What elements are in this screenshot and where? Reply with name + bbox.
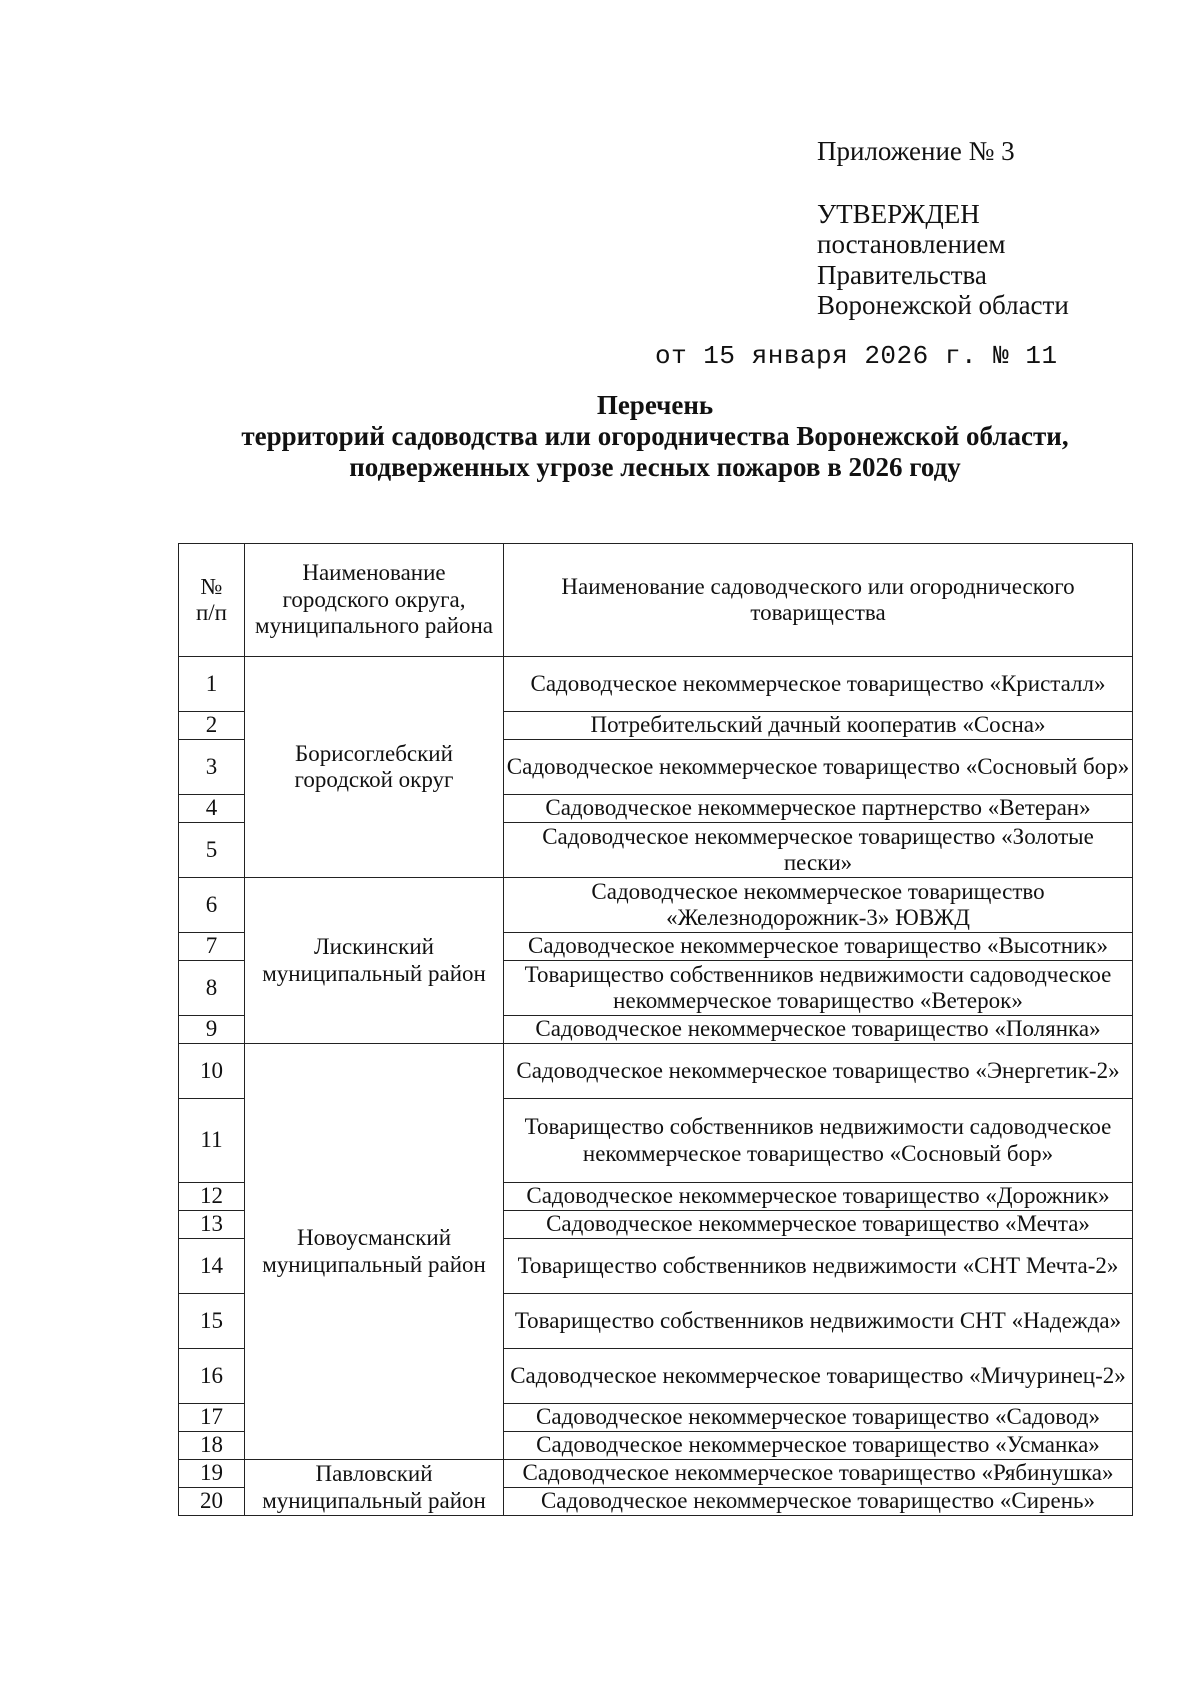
row-number: 4 xyxy=(179,795,245,823)
partnership-name: Садоводческое некоммерческое товарищество «Мечта» xyxy=(504,1211,1133,1239)
header-number: № п/п xyxy=(179,544,245,657)
document-heading xyxy=(180,390,1130,483)
row-number: 10 xyxy=(179,1044,245,1099)
partnership-name: Садоводческое некоммерческое партнерство «Ветеран» xyxy=(504,795,1133,823)
header-partnership-name: Наименование садоводческого или огороднического товарищества xyxy=(504,544,1133,657)
heading-line-1: Перечень xyxy=(596,390,714,420)
district-cell: Лискинский муниципальный район xyxy=(245,878,504,1044)
partnership-name: Садоводческое некоммерческое товарищество «Золотые пески» xyxy=(504,823,1133,878)
approval-block xyxy=(817,136,1069,320)
district-cell: Борисоглебский городской округ xyxy=(245,657,504,878)
heading-line-3: подверженных угрозе лесных пожаров в 2026 году xyxy=(349,452,961,483)
row-number: 16 xyxy=(179,1349,245,1404)
partnership-name: Садоводческое некоммерческое товарищество «Сосновый бор» xyxy=(504,740,1133,795)
row-number: 1 xyxy=(179,657,245,712)
partnership-name: Садоводческое некоммерческое товарищество «Железнодорожник-3» ЮВЖД xyxy=(504,878,1133,933)
partnership-name: Товарищество собственников недвижимости СНТ «Надежда» xyxy=(504,1294,1133,1349)
row-number: 9 xyxy=(179,1016,245,1044)
row-number: 17 xyxy=(179,1404,245,1432)
row-number: 14 xyxy=(179,1239,245,1294)
district-cell: Павловский муниципальный район xyxy=(245,1460,504,1516)
row-number: 13 xyxy=(179,1211,245,1239)
partnership-name: Садоводческое некоммерческое товарищество «Садовод» xyxy=(504,1404,1133,1432)
row-number: 15 xyxy=(179,1294,245,1349)
row-number: 18 xyxy=(179,1432,245,1460)
row-number: 8 xyxy=(179,961,245,1016)
row-number: 12 xyxy=(179,1183,245,1211)
partnership-name: Товарищество собственников недвижимости садоводческое некоммерческое товарищество «Ветерок» xyxy=(504,961,1133,1016)
row-number: 6 xyxy=(179,878,245,933)
partnership-name: Садоводческое некоммерческое товарищество «Мичуринец-2» xyxy=(504,1349,1133,1404)
partnership-name: Садоводческое некоммерческое товарищество «Полянка» xyxy=(504,1016,1133,1044)
row-number: 5 xyxy=(179,823,245,878)
territories-table xyxy=(178,543,1133,1516)
partnership-name: Садоводческое некоммерческое товарищество «Дорожник» xyxy=(504,1183,1133,1211)
resolution-date: от 15 января 2026 г. № 11 xyxy=(655,341,1058,371)
approved-label: УТВЕРЖДЕН xyxy=(817,199,980,230)
partnership-name: Потребительский дачный кооператив «Сосна» xyxy=(504,712,1133,740)
table-row xyxy=(179,657,1133,712)
partnership-name: Садоводческое некоммерческое товарищество «Усманка» xyxy=(504,1432,1133,1460)
row-number: 7 xyxy=(179,933,245,961)
heading-line-2: территорий садоводства или огородничества Воронежской области, xyxy=(241,421,1069,452)
approved-by-line-2: Правительства xyxy=(817,259,987,290)
partnership-name: Товарищество собственников недвижимости «СНТ Мечта-2» xyxy=(504,1239,1133,1294)
partnership-name: Садоводческое некоммерческое товарищество «Кристалл» xyxy=(504,657,1133,712)
row-number: 19 xyxy=(179,1460,245,1488)
table-row xyxy=(179,1044,1133,1099)
partnership-name: Садоводческое некоммерческое товарищество «Высотник» xyxy=(504,933,1133,961)
header-district: Наименование городского округа, муниципального района xyxy=(245,544,504,657)
row-number: 11 xyxy=(179,1099,245,1183)
approved-by-line-1: постановлением xyxy=(817,229,1006,260)
row-number: 3 xyxy=(179,740,245,795)
partnership-name: Садоводческое некоммерческое товарищество «Рябинушка» xyxy=(504,1460,1133,1488)
approved-by-line-3: Воронежской области xyxy=(817,289,1069,320)
partnership-name: Товарищество собственников недвижимости садоводческое некоммерческое товарищество «Сосновый бор» xyxy=(504,1099,1133,1183)
row-number: 2 xyxy=(179,712,245,740)
partnership-name: Садоводческое некоммерческое товарищество «Сирень» xyxy=(504,1488,1133,1516)
table-row xyxy=(179,878,1133,933)
table-row xyxy=(179,1460,1133,1488)
partnership-name: Садоводческое некоммерческое товарищество «Энергетик-2» xyxy=(504,1044,1133,1099)
district-cell: Новоусманский муниципальный район xyxy=(245,1044,504,1460)
annex-number: Приложение № 3 xyxy=(817,136,1015,166)
table-header-row xyxy=(179,544,1133,657)
row-number: 20 xyxy=(179,1488,245,1516)
